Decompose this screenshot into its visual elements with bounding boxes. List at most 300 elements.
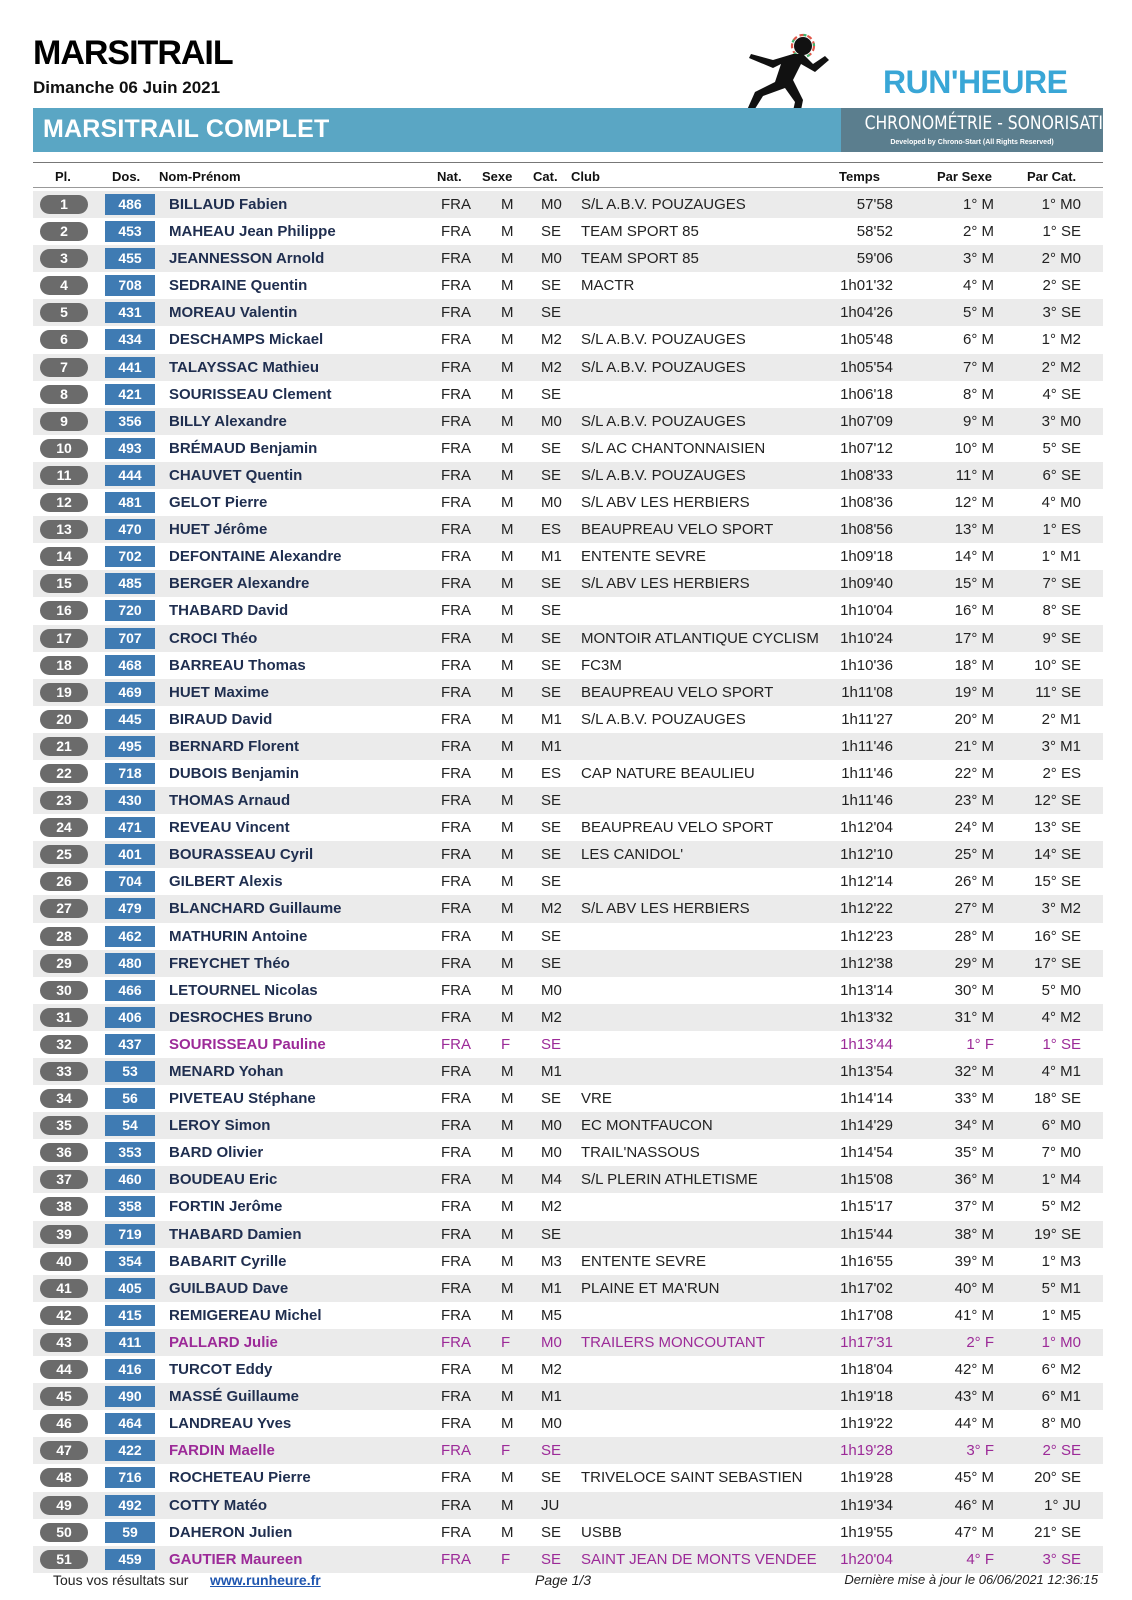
table-row <box>33 1302 1103 1329</box>
category: M1 <box>541 1279 562 1297</box>
runner-name: MENARD Yohan <box>169 1063 284 1080</box>
table-row <box>33 1248 1103 1275</box>
finish-time: 1h19'55 <box>840 1523 893 1541</box>
finish-time: 1h12'23 <box>840 927 893 945</box>
rank-badge: 10 <box>40 439 88 458</box>
bib-number: 462 <box>105 926 155 947</box>
club: EC MONTFAUCON <box>581 1117 713 1135</box>
finish-time: 1h16'55 <box>840 1252 893 1270</box>
category: SE <box>541 1035 562 1053</box>
bib-number: 434 <box>105 329 155 350</box>
rank-by-category: 14° SE <box>1034 846 1081 864</box>
nationality: FRA <box>441 819 471 837</box>
table-row <box>33 923 1103 950</box>
runner-name: BABARIT Cyrille <box>169 1252 287 1270</box>
category: SE <box>541 385 562 403</box>
club: S/L PLERIN ATHLETISME <box>581 1171 758 1189</box>
sex: M <box>501 331 514 349</box>
bib-number: 445 <box>105 709 155 730</box>
runner-name: MOREAU Valentin <box>169 304 298 322</box>
rank-badge: 40 <box>40 1252 88 1271</box>
runner-name: FORTIN Jerôme <box>169 1198 283 1216</box>
nationality: FRA <box>441 792 471 810</box>
rank-badge: 39 <box>40 1225 88 1244</box>
category: SE <box>541 439 562 457</box>
finish-time: 57'58 <box>856 196 893 213</box>
col-header-dos: Dos. <box>112 169 141 184</box>
rank-by-sex: 47° M <box>954 1523 994 1541</box>
rank-badge: 4 <box>40 276 88 295</box>
col-header-club: Club <box>571 169 600 184</box>
sex: M <box>501 1279 514 1297</box>
table-row <box>33 218 1103 245</box>
rank-by-sex: 45° M <box>954 1469 994 1487</box>
table-row <box>33 1519 1103 1546</box>
category: M2 <box>541 1008 562 1026</box>
category: SE <box>541 1523 562 1541</box>
table-row <box>33 1112 1103 1139</box>
nationality: FRA <box>441 439 471 457</box>
rank-by-category: 2° M0 <box>1041 250 1081 268</box>
nationality: FRA <box>441 494 471 512</box>
runner-name: MAHEAU Jean Philippe <box>169 223 336 241</box>
rank-by-category: 13° SE <box>1034 819 1081 837</box>
runner-name: REVEAU Vincent <box>169 819 290 837</box>
nationality: FRA <box>441 1361 471 1379</box>
rank-badge: 17 <box>40 629 88 648</box>
rank-badge: 33 <box>40 1062 88 1081</box>
nationality: FRA <box>441 250 471 268</box>
finish-time: 1h11'27 <box>841 710 893 728</box>
rank-by-sex: 2° M <box>962 223 994 241</box>
runner-name: MATHURIN Antoine <box>169 927 308 945</box>
rank-by-category: 5° M1 <box>1041 1279 1081 1297</box>
runner-name: HUET Maxime <box>169 683 270 701</box>
sex: M <box>501 1252 514 1270</box>
table-row <box>33 977 1103 1004</box>
rank-by-sex: 6° M <box>962 331 994 349</box>
bib-number: 719 <box>105 1224 155 1245</box>
runner-name: MASSÉ Guillaume <box>169 1388 300 1406</box>
nationality: FRA <box>441 1496 471 1514</box>
finish-time: 1h10'36 <box>840 656 893 674</box>
category: ES <box>541 764 562 782</box>
nationality: FRA <box>441 1063 471 1080</box>
rank-by-category: 7° SE <box>1042 575 1081 593</box>
sex: M <box>501 250 514 268</box>
club: TRIVELOCE SAINT SEBASTIEN <box>581 1469 803 1487</box>
nationality: FRA <box>441 764 471 782</box>
bib-number: 481 <box>105 492 155 513</box>
nationality: FRA <box>441 1279 471 1297</box>
rank-badge: 15 <box>40 574 88 593</box>
rank-by-sex: 16° M <box>954 602 994 620</box>
finish-time: 1h13'14 <box>840 981 893 999</box>
table-row <box>33 570 1103 597</box>
finish-time: 1h12'38 <box>840 954 893 972</box>
footer-page-number: Page 1/3 <box>535 1572 592 1588</box>
rank-by-sex: 24° M <box>954 819 994 837</box>
nationality: FRA <box>441 1198 471 1216</box>
bib-number: 492 <box>105 1495 155 1516</box>
rank-by-category: 3° M2 <box>1041 900 1081 918</box>
club: BEAUPREAU VELO SPORT <box>581 819 774 837</box>
sex: M <box>501 1469 514 1487</box>
rank-by-category: 1° M5 <box>1041 1306 1081 1324</box>
finish-time: 1h10'24 <box>840 629 893 647</box>
table-row <box>33 462 1103 489</box>
rank-by-category: 5° M0 <box>1041 981 1081 999</box>
finish-time: 1h17'31 <box>840 1333 893 1351</box>
rank-by-category: 6° M2 <box>1041 1361 1081 1379</box>
category: M1 <box>541 548 562 566</box>
club: S/L A.B.V. POUZAUGES <box>581 358 746 376</box>
runner-name: GELOT Pierre <box>169 494 268 512</box>
category: SE <box>541 819 562 837</box>
bib-number: 479 <box>105 898 155 919</box>
finish-time: 1h05'48 <box>840 331 893 349</box>
rank-by-category: 1° ES <box>1042 521 1081 539</box>
rank-by-sex: 14° M <box>954 548 994 566</box>
rank-badge: 14 <box>40 547 88 566</box>
category: SE <box>541 629 562 647</box>
rank-by-sex: 1° F <box>966 1035 994 1053</box>
category: M2 <box>541 900 562 918</box>
table-row <box>33 652 1103 679</box>
rank-by-category: 2° ES <box>1042 764 1081 782</box>
rank-badge: 23 <box>40 791 88 810</box>
bib-number: 486 <box>105 194 155 215</box>
nationality: FRA <box>441 1523 471 1541</box>
rank-badge: 51 <box>40 1550 88 1569</box>
finish-time: 1h18'04 <box>840 1361 893 1379</box>
rank-badge: 2 <box>40 222 88 241</box>
rank-by-category: 3° M0 <box>1041 412 1081 430</box>
sex: M <box>501 819 514 837</box>
sex: M <box>501 981 514 999</box>
category: M0 <box>541 1117 562 1135</box>
rank-badge: 37 <box>40 1170 88 1189</box>
rank-by-category: 1° M0 <box>1041 1333 1081 1351</box>
sex: M <box>501 1415 514 1433</box>
category: M1 <box>541 1388 562 1406</box>
sex: M <box>501 683 514 701</box>
results-table <box>33 191 1103 1573</box>
runner-name: FARDIN Maelle <box>169 1442 275 1460</box>
col-header-nat: Nat. <box>437 169 462 184</box>
rank-by-sex: 2° F <box>966 1333 994 1351</box>
runner-name: ROCHETEAU Pierre <box>169 1469 311 1487</box>
bib-number: 495 <box>105 736 155 757</box>
brand-tagline: CHRONOMÉTRIE - SONORISATION <box>864 112 1127 134</box>
footer-last-update: Dernière mise à jour le 06/06/2021 12:36:15 <box>844 1572 1098 1587</box>
page-footer <box>0 1568 1132 1592</box>
runner-name: FREYCHET Théo <box>169 954 290 972</box>
rank-badge: 5 <box>40 303 88 322</box>
results-header <box>33 162 1103 188</box>
rank-badge: 7 <box>40 358 88 377</box>
table-row <box>33 1437 1103 1464</box>
runner-name: SEDRAINE Quentin <box>169 277 308 295</box>
nationality: FRA <box>441 927 471 945</box>
table-row <box>33 950 1103 977</box>
club: ENTENTE SEVRE <box>581 1252 707 1270</box>
category: SE <box>541 683 562 701</box>
finish-time: 1h15'08 <box>840 1171 893 1189</box>
bib-number: 405 <box>105 1278 155 1299</box>
rank-by-category: 2° M1 <box>1041 710 1081 728</box>
club: S/L A.B.V. POUZAUGES <box>581 466 746 484</box>
table-row <box>33 272 1103 299</box>
sex: M <box>501 196 514 213</box>
table-row <box>33 1031 1103 1058</box>
club: VRE <box>581 1090 612 1108</box>
runner-name: CHAUVET Quentin <box>169 466 303 484</box>
sex: M <box>501 1171 514 1189</box>
finish-time: 1h15'44 <box>840 1225 893 1243</box>
sex: M <box>501 602 514 620</box>
sex: M <box>501 900 514 918</box>
sex: M <box>501 927 514 945</box>
runner-name: DAHERON Julien <box>169 1523 293 1541</box>
rank-by-category: 6° M0 <box>1041 1117 1081 1135</box>
finish-time: 58'52 <box>856 223 893 241</box>
nationality: FRA <box>441 900 471 918</box>
bib-number: 453 <box>105 221 155 242</box>
category: SE <box>541 846 562 864</box>
sex: M <box>501 764 514 782</box>
rank-badge: 50 <box>40 1523 88 1542</box>
rank-badge: 1 <box>40 195 88 214</box>
bib-number: 470 <box>105 519 155 540</box>
nationality: FRA <box>441 846 471 864</box>
bib-number: 707 <box>105 628 155 649</box>
finish-time: 1h13'54 <box>840 1063 893 1080</box>
sex: M <box>501 873 514 891</box>
club: TEAM SPORT 85 <box>581 250 699 268</box>
runner-name: BILLAUD Fabien <box>169 196 288 213</box>
nationality: FRA <box>441 1035 471 1053</box>
col-header-temps: Temps <box>839 169 880 184</box>
nationality: FRA <box>441 1252 471 1270</box>
rank-by-sex: 8° M <box>962 385 994 403</box>
bib-number: 720 <box>105 600 155 621</box>
race-title: MARSITRAIL COMPLET <box>43 115 330 143</box>
table-row <box>33 625 1103 652</box>
bib-number: 431 <box>105 302 155 323</box>
finish-time: 1h12'10 <box>840 846 893 864</box>
sex: M <box>501 385 514 403</box>
runner-name: GILBERT Alexis <box>169 873 283 891</box>
bib-number: 406 <box>105 1007 155 1028</box>
rank-by-sex: 35° M <box>954 1144 994 1162</box>
category: M5 <box>541 1306 562 1324</box>
club: FC3M <box>581 656 622 674</box>
nationality: FRA <box>441 1008 471 1026</box>
runner-name: BRÉMAUD Benjamin <box>169 439 318 457</box>
table-row <box>33 326 1103 353</box>
sex: M <box>501 439 514 457</box>
rank-by-category: 1° M4 <box>1041 1171 1081 1189</box>
rank-badge: 29 <box>40 954 88 973</box>
finish-time: 1h15'17 <box>840 1198 893 1216</box>
bib-number: 459 <box>105 1549 155 1570</box>
rank-by-category: 9° SE <box>1042 629 1081 647</box>
sex: M <box>501 1225 514 1243</box>
rank-by-category: 2° SE <box>1042 277 1081 295</box>
rank-badge: 49 <box>40 1496 88 1515</box>
bib-number: 464 <box>105 1413 155 1434</box>
rank-by-sex: 28° M <box>954 927 994 945</box>
bib-number: 421 <box>105 384 155 405</box>
rank-by-category: 1° SE <box>1042 1035 1081 1053</box>
rank-by-sex: 23° M <box>954 792 994 810</box>
category: M2 <box>541 331 562 349</box>
rank-by-sex: 27° M <box>954 900 994 918</box>
table-row <box>33 191 1103 218</box>
nationality: FRA <box>441 331 471 349</box>
sex: M <box>501 1063 514 1080</box>
bib-number: 480 <box>105 953 155 974</box>
col-header-cat: Cat. <box>533 169 558 184</box>
rank-badge: 28 <box>40 927 88 946</box>
sex: M <box>501 548 514 566</box>
sex: M <box>501 1361 514 1379</box>
runner-name: BARREAU Thomas <box>169 656 306 674</box>
runner-name: DEFONTAINE Alexandre <box>169 548 342 566</box>
table-row <box>33 733 1103 760</box>
bib-number: 490 <box>105 1386 155 1407</box>
table-row <box>33 435 1103 462</box>
club: S/L ABV LES HERBIERS <box>581 575 750 593</box>
rank-badge: 45 <box>40 1387 88 1406</box>
rank-by-category: 19° SE <box>1034 1225 1081 1243</box>
nationality: FRA <box>441 575 471 593</box>
bib-number: 56 <box>105 1088 155 1109</box>
club: S/L A.B.V. POUZAUGES <box>581 196 746 213</box>
bib-number: 411 <box>105 1332 155 1353</box>
rank-by-category: 18° SE <box>1034 1090 1081 1108</box>
sex: M <box>501 223 514 241</box>
rank-by-category: 2° SE <box>1042 1442 1081 1460</box>
nationality: FRA <box>441 1415 471 1433</box>
rank-by-category: 8° M0 <box>1041 1415 1081 1433</box>
bib-number: 437 <box>105 1034 155 1055</box>
category: M2 <box>541 1361 562 1379</box>
club: TRAIL'NASSOUS <box>581 1144 700 1162</box>
rank-badge: 36 <box>40 1143 88 1162</box>
finish-time: 1h13'32 <box>840 1008 893 1026</box>
rank-badge: 12 <box>40 493 88 512</box>
rank-by-category: 15° SE <box>1034 873 1081 891</box>
runner-name: DESROCHES Bruno <box>169 1008 313 1026</box>
rank-by-category: 3° SE <box>1042 304 1081 322</box>
sex: M <box>501 1117 514 1135</box>
club: ENTENTE SEVRE <box>581 548 707 566</box>
category: M1 <box>541 1063 562 1080</box>
club: BEAUPREAU VELO SPORT <box>581 683 774 701</box>
runner-name: CROCI Théo <box>169 629 258 647</box>
brand-credit: Developed by Chrono-Start (All Rights Reserved) <box>890 139 1054 146</box>
finish-time: 1h08'56 <box>840 521 893 539</box>
table-row <box>33 1139 1103 1166</box>
club: S/L ABV LES HERBIERS <box>581 494 750 512</box>
rank-by-category: 3° M1 <box>1041 737 1081 755</box>
runner-name: TALAYSSAC Mathieu <box>169 358 320 376</box>
runner-name: BIRAUD David <box>169 710 273 728</box>
table-row <box>33 597 1103 624</box>
category: SE <box>541 575 562 593</box>
bib-number: 59 <box>105 1522 155 1543</box>
finish-time: 1h13'44 <box>840 1035 893 1053</box>
nationality: FRA <box>441 1090 471 1108</box>
rank-by-category: 4° M2 <box>1041 1008 1081 1026</box>
sex: M <box>501 629 514 647</box>
bib-number: 702 <box>105 546 155 567</box>
runner-name: BERGER Alexandre <box>169 575 310 593</box>
table-row <box>33 868 1103 895</box>
nationality: FRA <box>441 196 471 213</box>
category: SE <box>541 1090 562 1108</box>
sex: M <box>501 1388 514 1406</box>
col-header-sexe: Sexe <box>482 169 513 184</box>
rank-by-category: 8° SE <box>1042 602 1081 620</box>
rank-by-sex: 19° M <box>954 683 994 701</box>
rank-by-sex: 4° M <box>962 277 994 295</box>
category: M1 <box>541 710 562 728</box>
nationality: FRA <box>441 1306 471 1324</box>
rank-badge: 42 <box>40 1306 88 1325</box>
footer-website-link[interactable]: www.runheure.fr <box>210 1572 321 1588</box>
rank-by-category: 12° SE <box>1034 792 1081 810</box>
rank-by-sex: 22° M <box>954 764 994 782</box>
finish-time: 59'06 <box>856 250 893 268</box>
rank-badge: 22 <box>40 764 88 783</box>
category: JU <box>541 1496 560 1514</box>
bib-number: 468 <box>105 655 155 676</box>
sex: M <box>501 1306 514 1324</box>
brand-logo: RUN'HEURE <box>883 64 1068 100</box>
rank-badge: 25 <box>40 845 88 864</box>
rank-by-category: 10° SE <box>1034 656 1081 674</box>
category: M2 <box>541 358 562 376</box>
rank-by-sex: 3° M <box>962 250 994 268</box>
finish-time: 1h11'46 <box>841 764 893 782</box>
rank-badge: 6 <box>40 330 88 349</box>
rank-badge: 44 <box>40 1360 88 1379</box>
finish-time: 1h14'54 <box>840 1144 893 1162</box>
sex: F <box>501 1442 511 1460</box>
sex: M <box>501 846 514 864</box>
col-header-par-sexe: Par Sexe <box>937 169 992 184</box>
finish-time: 1h19'18 <box>840 1388 893 1406</box>
runner-name: LANDREAU Yves <box>169 1415 292 1433</box>
table-row <box>33 814 1103 841</box>
rank-by-sex: 7° M <box>962 358 994 376</box>
rank-by-sex: 12° M <box>954 494 994 512</box>
category: SE <box>541 656 562 674</box>
sex: M <box>501 656 514 674</box>
sex: M <box>501 466 514 484</box>
finish-time: 1h08'33 <box>840 466 893 484</box>
col-header-pl: Pl. <box>55 169 71 184</box>
category: SE <box>541 792 562 810</box>
nationality: FRA <box>441 710 471 728</box>
bib-number: 430 <box>105 790 155 811</box>
finish-time: 1h14'14 <box>840 1090 893 1108</box>
club: CAP NATURE BEAULIEU <box>581 764 755 782</box>
rank-by-sex: 9° M <box>962 412 994 430</box>
